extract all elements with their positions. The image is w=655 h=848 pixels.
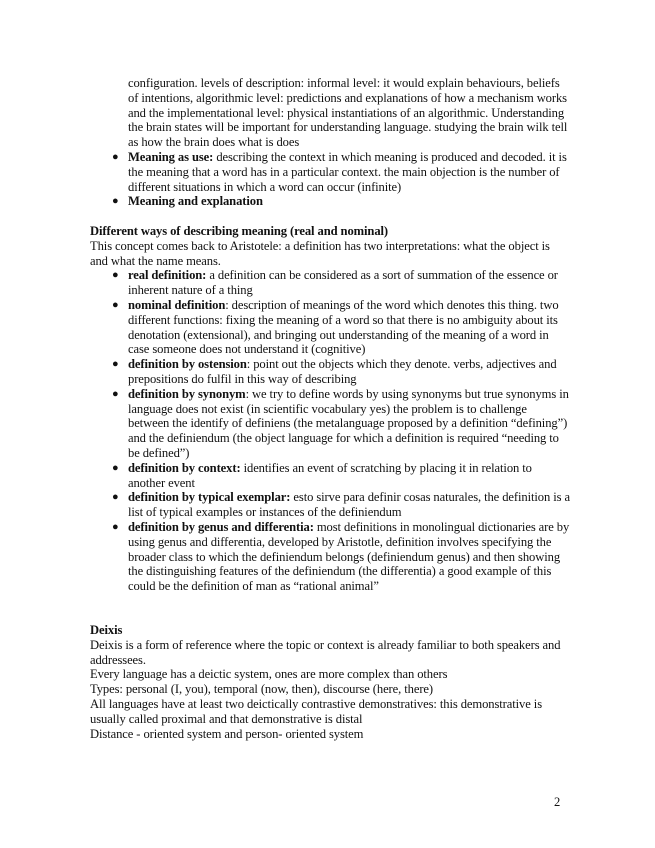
bullet-icon: ● — [112, 150, 119, 163]
bullet-icon: ● — [112, 387, 119, 400]
list-item — [90, 461, 570, 491]
item-term: definition by synonym — [128, 386, 246, 401]
bullet-icon: ● — [112, 461, 119, 474]
list-item — [90, 387, 570, 461]
item-text: identifies an event of scratching by placing it in relation to another event — [128, 460, 532, 490]
list-item — [112, 149, 568, 194]
definitions-list — [90, 268, 570, 594]
bullet-icon: ● — [112, 520, 119, 533]
text-line: Deixis is a form of reference where the topic or context is already familiar to both speakers and addressees. — [90, 637, 561, 667]
section-heading: Different ways of describing meaning (real and nominal) — [90, 224, 389, 238]
list-item — [90, 268, 570, 298]
bullet-icon: ● — [112, 269, 119, 282]
bullet-icon: ● — [112, 298, 119, 311]
item-text: : description of meanings of the word which denotes this thing. two different functions: fixing the meaning of a word so that there is no ambiguity about its denotation (extensional), and bringing out understanding of the meaning of a word in case someone does not understand it (cognitive) — [128, 297, 559, 357]
bullet-icon: ● — [112, 491, 119, 504]
item-text: esto sirve para definir cosas naturales, the definition is a list of typical examples or instances of the definiendum — [128, 490, 570, 520]
item-term: definition by context: — [128, 460, 241, 475]
item-term: Meaning and explanation — [128, 194, 263, 209]
item-text: a definition can be considered as a sort of summation of the essence or inherent nature of a thing — [128, 268, 558, 298]
continuation-paragraph: configuration. levels of description: informal level: it would explain behaviours, beliefs of intentions, algorithmic level: predictions and explanations of how a mechanism works and the implementational level: physical instantiations of an algorithmic. Understanding the brain states will be important for understanding language. studying the brain wilk tell as how the brain does what is does — [128, 76, 568, 150]
item-text: : point out the objects which they denote. verbs, adjectives and prepositions do fulfil in this way of describing — [128, 357, 557, 386]
list-item — [90, 357, 570, 387]
text-line: All languages have at least two deictically contrastive demonstratives: this demonstrative is usually called proximal and that demonstrative is distal — [90, 696, 542, 726]
text-line: Every language has a deictic system, ones are more complex than others — [90, 667, 448, 682]
definitions-section — [90, 224, 570, 594]
item-text: most definitions in monolingual dictionaries are by using genus and differentia, developed by Aristotle, definition involves specifying the broader class to which the definiendum belongs (definiendum genus) and then showing the distinguishing features of the definiendum (the differentia) a good example of this could be the definition of man as “rational animal” — [128, 519, 570, 594]
item-term: definition by ostension — [128, 357, 247, 372]
text-line: Types: personal (I, you), temporal (now, then), discourse (here, there) — [90, 682, 434, 697]
top-bullet-list — [112, 149, 568, 209]
section-heading: Deixis — [90, 623, 123, 637]
item-term: nominal definition — [128, 297, 226, 312]
bullet-icon: ● — [112, 358, 119, 371]
top-block — [112, 76, 568, 209]
item-text: : we try to define words by using synonyms but true synonyms in language does not exist (in scientific vocabulary yes) the problem is to challenge between the identify of definiens (the metalanguage proposed by a definition “defining”) and the definiendum (the object language for which a definition is required “needing to be defined”) — [128, 386, 569, 460]
list-item — [90, 520, 570, 594]
item-term: Meaning as use: — [128, 149, 214, 164]
item-term: definition by genus and differentia: — [128, 519, 314, 534]
list-item — [90, 490, 570, 520]
item-term: definition by typical exemplar: — [128, 490, 291, 505]
text-line: Distance - oriented system and person- oriented system — [90, 726, 364, 741]
item-text: describing the context in which meaning is produced and decoded. it is the meaning that a word has in a particular context. the main objection is the number of different situations in which a word can occur (infinite) — [128, 149, 567, 194]
page-number: 2 — [554, 795, 561, 809]
deixis-section — [90, 623, 570, 741]
intro-paragraph: This concept comes back to Aristotele: a definition has two interpretations: what the object is and what the name means. — [90, 238, 550, 268]
bullet-icon: ● — [112, 195, 119, 208]
list-item — [90, 298, 570, 357]
item-term: real definition: — [128, 268, 207, 283]
list-item — [112, 194, 568, 209]
